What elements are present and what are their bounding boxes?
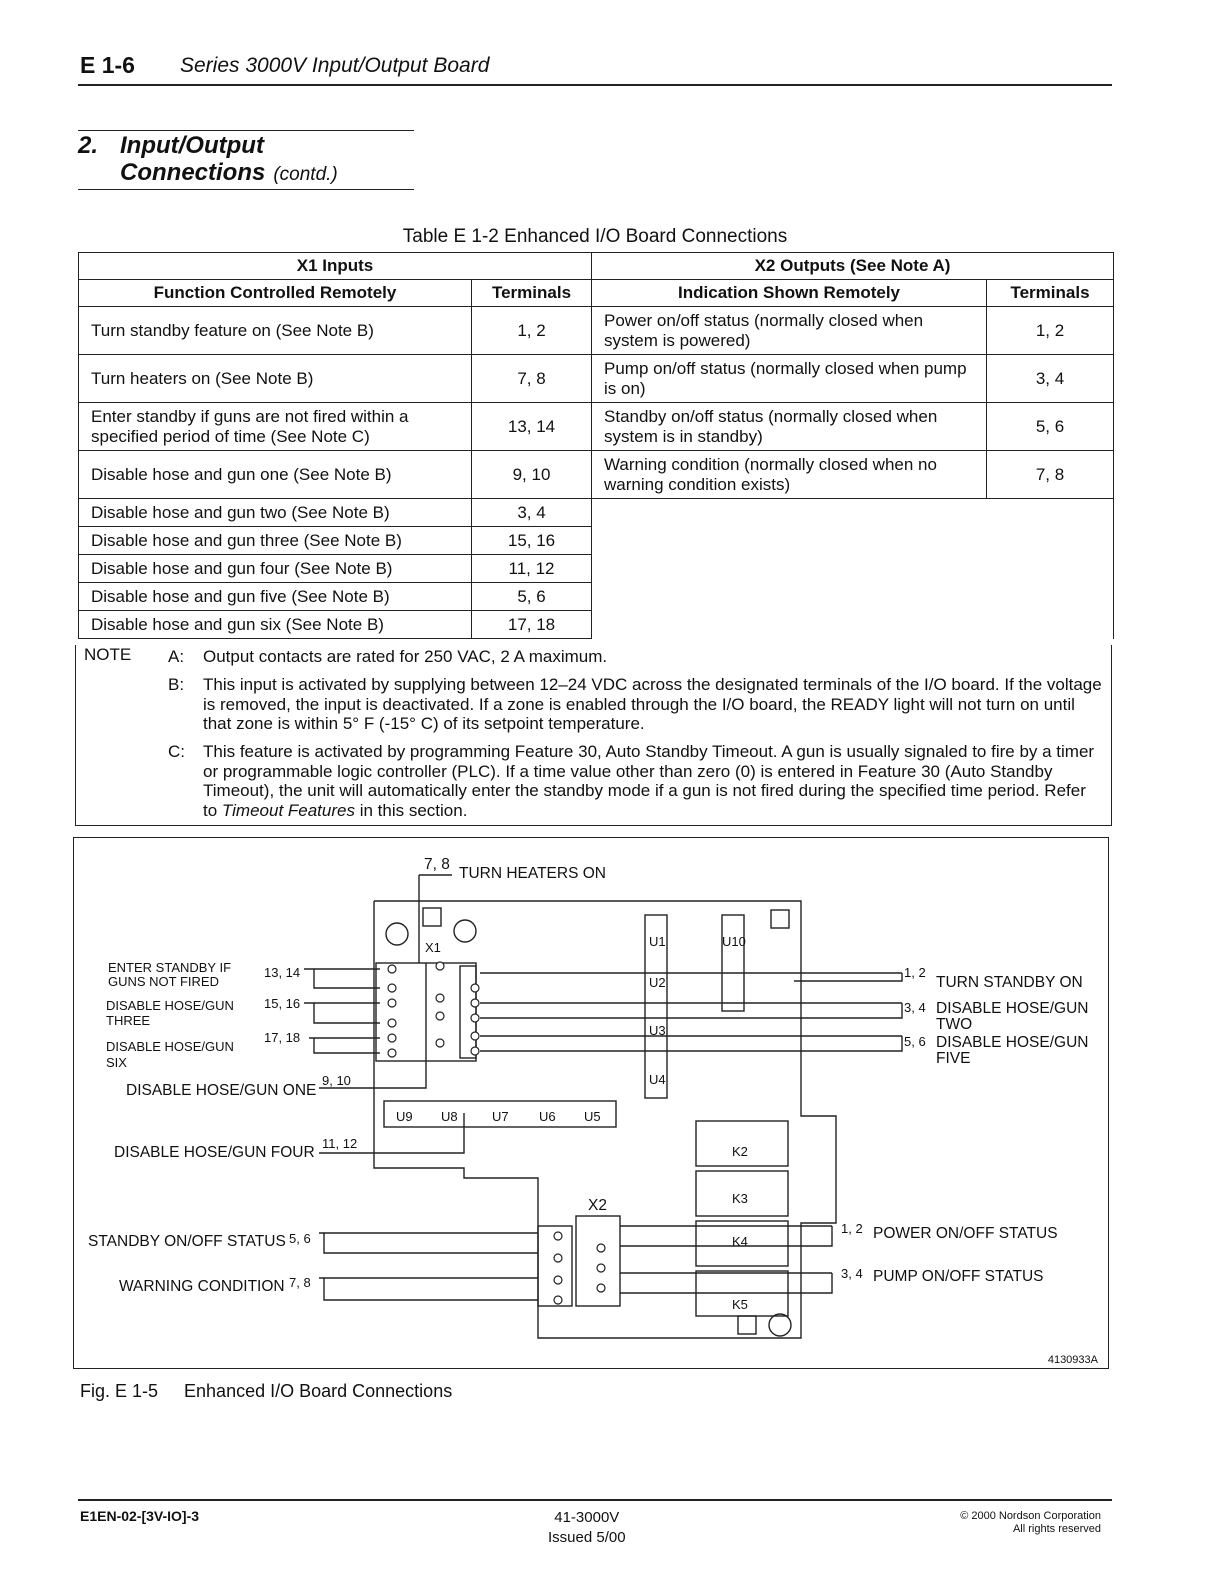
- relay-k2-label: K2: [732, 1144, 748, 1159]
- dis-two-label-2: TWO: [936, 1016, 973, 1033]
- output-indication: Pump on/off status (normally closed when pump is on): [592, 355, 987, 403]
- wire: [309, 1038, 380, 1053]
- figure-id: 4130933A: [1047, 1354, 1098, 1366]
- pump-terminal: 3, 4: [841, 1266, 863, 1281]
- terminal: [388, 1034, 396, 1042]
- x2-terminal-strip: [576, 1216, 620, 1306]
- power-label: POWER ON/OFF STATUS: [873, 1225, 1058, 1242]
- col-header-indication: Indication Shown Remotely: [592, 280, 987, 307]
- x1-terminal-strip: [460, 966, 476, 1058]
- relay-u6-label: U6: [539, 1109, 556, 1124]
- output-terminals: 5, 6: [987, 403, 1114, 451]
- input-terminals: 3, 4: [472, 499, 592, 527]
- footer-copyright: [900, 1510, 1101, 1536]
- relay-u10-label: U10: [722, 934, 746, 949]
- terminal: [554, 1232, 562, 1240]
- input-terminals: 7, 8: [472, 355, 592, 403]
- output-indication: Power on/off status (normally closed when system is powered): [592, 307, 987, 355]
- figure-caption: [80, 1381, 452, 1402]
- relay-u10: [722, 915, 744, 1011]
- table-row: [79, 355, 1114, 403]
- x1-inputs-header: X1 Inputs: [79, 253, 592, 280]
- power-terminal: 1, 2: [841, 1221, 863, 1236]
- wire: [620, 1273, 832, 1293]
- input-terminals: 13, 14: [472, 403, 592, 451]
- input-function: Turn heaters on (See Note B): [79, 355, 472, 403]
- input-terminals: 11, 12: [472, 555, 592, 583]
- enter-standby-terminal: 13, 14: [264, 965, 301, 980]
- dis-one-wire: [319, 963, 426, 1088]
- mounting-hole-left: [386, 923, 408, 945]
- terminal: [436, 1012, 444, 1020]
- warning-terminal: 7, 8: [289, 1275, 311, 1290]
- input-function: Disable hose and gun three (See Note B): [79, 527, 472, 555]
- note-c-label: C:: [168, 742, 185, 761]
- figure-caption-text: Enhanced I/O Board Connections: [184, 1381, 453, 1401]
- terminal: [471, 1032, 479, 1040]
- enter-standby-wire: [304, 969, 380, 988]
- output-indication: Warning condition (normally closed when no warning condition exists): [592, 451, 987, 499]
- wire: [794, 973, 902, 981]
- wire: [319, 1233, 538, 1253]
- pump-label: PUMP ON/OFF STATUS: [873, 1268, 1044, 1285]
- section-heading-contd: (contd.): [273, 164, 338, 185]
- footer-rights: All rights reserved: [1012, 1523, 1101, 1535]
- footer-issued: Issued 5/00: [548, 1529, 626, 1546]
- terminal: [388, 1019, 396, 1027]
- section-heading-line2: [120, 159, 338, 187]
- dis-three-label-2: THREE: [106, 1013, 151, 1028]
- footer-copyright-line: © 2000 Nordson Corporation: [960, 1510, 1101, 1522]
- wire: [480, 1036, 902, 1051]
- col-header-terminals: Terminals: [472, 280, 592, 307]
- section-rule-bottom: [78, 189, 414, 190]
- footer-model: [548, 1508, 626, 1548]
- input-function: Disable hose and gun five (See Note B): [79, 583, 472, 611]
- note-c-text-main: This feature is activated by programming Feature 30, Auto Standby Timeout. A gun is usually signaled to fire by a timer or programmable logic controller (PLC). If a time value other than zero (0) is entered in Feature 30 (Auto Standby Timeout), the unit will automatically enter the standby mode if a gun is not fired during the specified time period. Refer to: [203, 742, 1095, 820]
- dis-three-label-1: DISABLE HOSE/GUN: [106, 998, 234, 1013]
- relay-u7-label: U7: [492, 1109, 509, 1124]
- table-caption: Table E 1-2 Enhanced I/O Board Connections: [402, 226, 788, 247]
- board-pad-bottom: [738, 1316, 756, 1334]
- section-rule-top: [78, 130, 414, 131]
- dis-six-label-1: DISABLE HOSE/GUN: [106, 1039, 234, 1054]
- io-connections-table: [78, 252, 1114, 639]
- terminal: [471, 1047, 479, 1055]
- terminal: [597, 1284, 605, 1292]
- terminal: [471, 1014, 479, 1022]
- dis-four-terminal: 11, 12: [322, 1136, 358, 1151]
- dis-five-label-1: DISABLE HOSE/GUN: [936, 1034, 1089, 1051]
- x1-pad: [423, 908, 441, 926]
- relay-k4-label: K4: [732, 1234, 748, 1249]
- table-column-header-row: [79, 280, 1114, 307]
- input-function: Turn standby feature on (See Note B): [79, 307, 472, 355]
- dis-six-label-2: SIX: [106, 1055, 127, 1070]
- footer-model-number: 41-3000V: [554, 1509, 620, 1526]
- output-terminals: 1, 2: [987, 307, 1114, 355]
- turn-heaters-label: TURN HEATERS ON: [459, 865, 606, 882]
- relay-u5-label: U5: [584, 1109, 601, 1124]
- note-a-label: A:: [168, 647, 185, 666]
- note-label: NOTE: [84, 645, 132, 664]
- section-heading-connections: Connections: [120, 159, 266, 186]
- dis-one-terminal: 9, 10: [322, 1073, 351, 1088]
- output-terminals: 7, 8: [987, 451, 1114, 499]
- section-number: E 1-6: [80, 52, 135, 78]
- terminal: [436, 962, 444, 970]
- terminal: [597, 1264, 605, 1272]
- note-a-text: Output contacts are rated for 250 VAC, 2 A maximum.: [203, 647, 608, 666]
- relay-u3-label: U3: [649, 1023, 666, 1038]
- enter-standby-label-2: GUNS NOT FIRED: [108, 974, 219, 989]
- standby-status-label: STANDBY ON/OFF STATUS: [88, 1233, 286, 1250]
- turn-standby-terminal: 1, 2: [904, 965, 926, 980]
- mounting-hole-bottom: [769, 1314, 791, 1336]
- col-header-terminals-2: Terminals: [987, 280, 1114, 307]
- dis-two-label-1: DISABLE HOSE/GUN: [936, 1000, 1089, 1017]
- table-row: [79, 307, 1114, 355]
- turn-standby-label: TURN STANDBY ON: [936, 974, 1083, 991]
- board-pad: [771, 910, 789, 928]
- terminal: [388, 1049, 396, 1057]
- wire: [480, 1003, 902, 1018]
- note-c-text-end: in this section.: [354, 800, 468, 820]
- x1-label: X1: [425, 940, 441, 955]
- enter-standby-label-1: ENTER STANDBY IF: [108, 960, 232, 975]
- input-terminals: 5, 6: [472, 583, 592, 611]
- header-rule: [78, 84, 1112, 86]
- note-b-text: This input is activated by supplying between 12–24 VDC across the designated terminals of the I/O board. If the voltage is removed, the input is deactivated. If a zone is enabled through the I/O board, the READY light will not turn on until that zone is within 5° F (-15° C) of its setpoint temperature.: [203, 675, 1102, 733]
- x2-outputs-header: X2 Outputs (See Note A): [592, 253, 1114, 280]
- relay-k3-label: K3: [732, 1191, 748, 1206]
- input-terminals: 1, 2: [472, 307, 592, 355]
- relay-u4-label: U4: [649, 1072, 666, 1087]
- dis-four-label: DISABLE HOSE/GUN FOUR: [114, 1144, 315, 1161]
- output-indication: Standby on/off status (normally closed when system is in standby): [592, 403, 987, 451]
- section-heading-number: 2.: [78, 132, 99, 159]
- wire: [304, 1003, 380, 1023]
- terminal: [554, 1254, 562, 1262]
- page-title: Series 3000V Input/Output Board: [180, 54, 490, 77]
- note-b-label: B:: [168, 675, 185, 694]
- relay-u1-label: U1: [649, 934, 666, 949]
- dis-one-label: DISABLE HOSE/GUN ONE: [126, 1082, 317, 1099]
- terminal: [597, 1244, 605, 1252]
- mounting-hole-right: [454, 920, 476, 942]
- input-function: Enter standby if guns are not fired within a specified period of time (See Note C): [79, 403, 472, 451]
- terminal: [436, 1039, 444, 1047]
- input-terminals: 17, 18: [472, 611, 592, 639]
- note-c-text: [203, 742, 1103, 820]
- terminal: [436, 994, 444, 1002]
- terminal: [554, 1296, 562, 1304]
- terminal: [471, 999, 479, 1007]
- terminal: [471, 984, 479, 992]
- figure-number: Fig. E 1-5: [80, 1381, 159, 1401]
- terminal: [388, 999, 396, 1007]
- relay-k5-label: K5: [732, 1297, 748, 1312]
- wiring-diagram: [73, 837, 1109, 1369]
- table-notes: [75, 645, 1112, 826]
- empty-output-area: [592, 499, 1114, 639]
- terminal: [554, 1276, 562, 1284]
- input-terminals: 9, 10: [472, 451, 592, 499]
- relay-u2-label: U2: [649, 975, 666, 990]
- footer-rule: [78, 1499, 1112, 1501]
- dis-five-terminal: 5, 6: [904, 1034, 926, 1049]
- standby-status-terminal: 5, 6: [289, 1231, 311, 1246]
- input-function: Disable hose and gun one (See Note B): [79, 451, 472, 499]
- input-function: Disable hose and gun four (See Note B): [79, 555, 472, 583]
- warning-label: WARNING CONDITION: [119, 1278, 285, 1295]
- input-function: Disable hose and gun two (See Note B): [79, 499, 472, 527]
- note-c-reference: Timeout Features: [221, 800, 355, 820]
- wire: [319, 1278, 538, 1300]
- x2-label: X2: [588, 1197, 607, 1214]
- wire: [620, 1226, 832, 1246]
- input-terminals: 15, 16: [472, 527, 592, 555]
- table-group-header-row: [79, 253, 1114, 280]
- dis-five-label-2: FIVE: [936, 1050, 971, 1067]
- table-row: [79, 451, 1114, 499]
- turn-heaters-terminal: 7, 8: [424, 856, 450, 873]
- relay-u8-label: U8: [441, 1109, 458, 1124]
- footer-doc-id: E1EN-02-[3V-IO]-3: [80, 1508, 200, 1524]
- dis-two-terminal: 3, 4: [904, 1000, 926, 1015]
- wiring-diagram-svg: [74, 838, 1108, 1368]
- terminal: [388, 965, 396, 973]
- terminal: [388, 984, 396, 992]
- output-terminals: 3, 4: [987, 355, 1114, 403]
- dis-six-terminal: 17, 18: [264, 1030, 301, 1045]
- dis-three-terminal: 15, 16: [264, 996, 301, 1011]
- table-row: [79, 499, 1114, 527]
- col-header-function: Function Controlled Remotely: [79, 280, 472, 307]
- section-heading-line1: Input/Output: [120, 132, 264, 159]
- table-row: [79, 403, 1114, 451]
- relay-u9-label: U9: [396, 1109, 413, 1124]
- input-function: Disable hose and gun six (See Note B): [79, 611, 472, 639]
